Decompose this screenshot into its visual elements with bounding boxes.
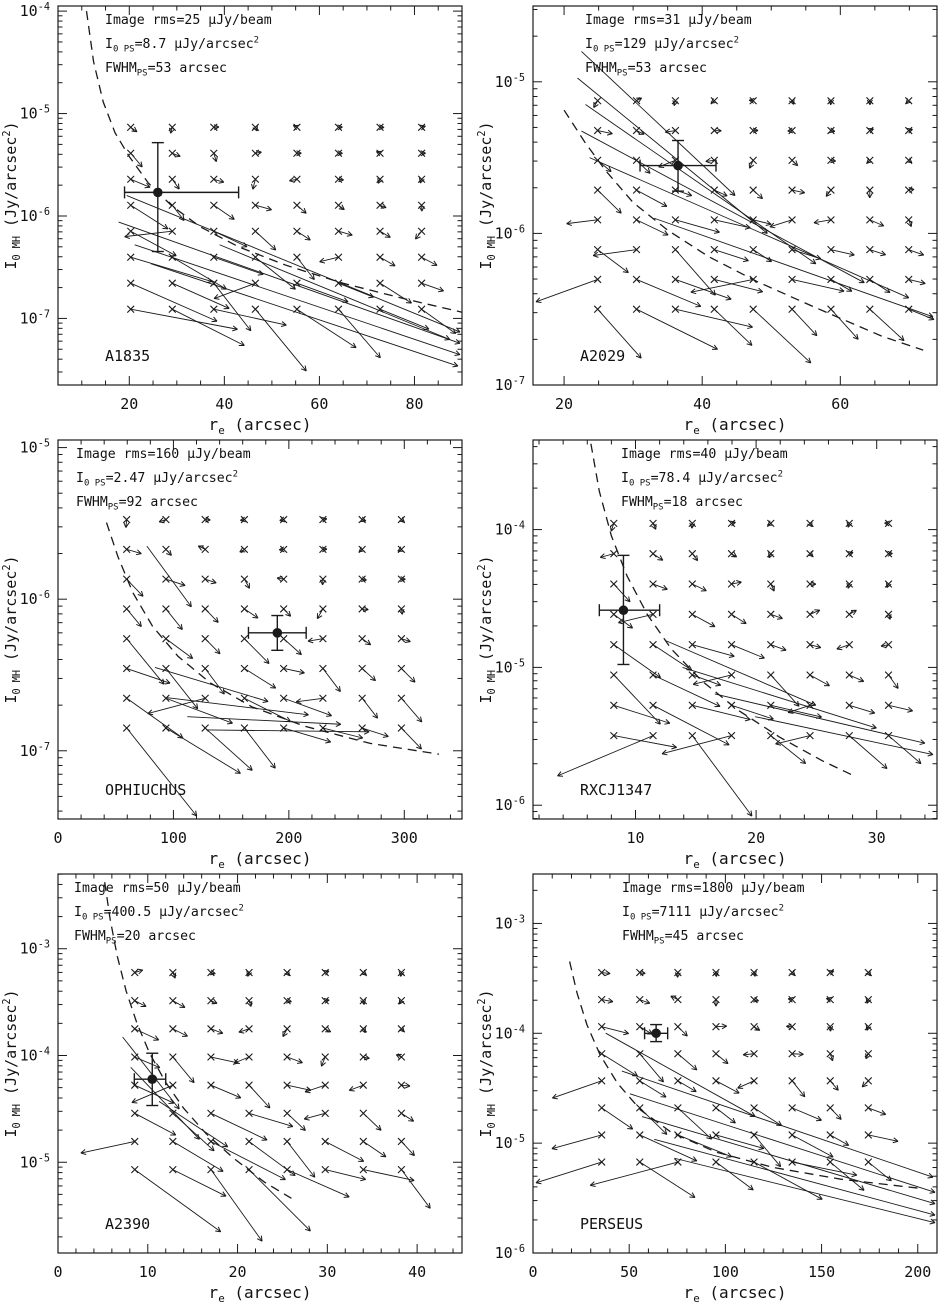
- y-axis: [477, 9, 937, 394]
- svg-text:30: 30: [318, 1263, 337, 1281]
- svg-text:10-5​: $10^{-5}$: [494, 72, 525, 91]
- svg-text:re​ (arcsec): $r_e$ (arcsec): [208, 1283, 312, 1302]
- svg-text:re​ (arcsec): $r_e$ (arcsec): [208, 415, 312, 434]
- svg-text:FWHMPS​=92 arcsec: $FWHM_{PS}=92$ arcsec: [76, 495, 198, 513]
- svg-text:10-5​: $10^{-5}$: [19, 104, 50, 123]
- vector-grid: [536, 969, 898, 1199]
- svg-text:20: 20: [120, 395, 139, 413]
- svg-text:A2390: A2390: [105, 1215, 151, 1233]
- svg-text:10-5​: $10^{-5}$: [19, 1153, 50, 1172]
- svg-text:200: 200: [904, 1263, 932, 1281]
- svg-text:300: 300: [390, 829, 418, 847]
- svg-text:Image rms=50 μJy/beam: Image rms=50 μJy/beam: [74, 881, 241, 896]
- annotation-block: [76, 447, 251, 512]
- svg-text:FWHMPS​=53 arcsec: $FWHM_{PS}=53$ arcsec: [585, 61, 707, 79]
- svg-text:60: 60: [831, 395, 850, 413]
- svg-text:20: 20: [555, 395, 574, 413]
- vector-grid: [123, 516, 422, 816]
- svg-text:I0 PS​=400.5 μJy/arcsec2​: $I_{0 PS}=400.5$ μJy/arcsec$^2$: [74, 903, 244, 923]
- svg-text:10-5​: $10^{-5}$: [19, 438, 50, 457]
- svg-text:I0 PS​=78.4 μJy/arcsec2​: $I_{0 PS}=78.4$ μJy/arcsec$^2$: [621, 469, 784, 489]
- svg-text:10-3​: $10^{-3}$: [494, 914, 525, 933]
- svg-text:0: 0: [528, 1263, 538, 1281]
- svg-text:I0 MH​ (Jy/arcsec2​): $I_{0 MH}$ (Jy/arcsec$^2$): [477, 121, 498, 270]
- svg-text:10: 10: [626, 829, 645, 847]
- cluster-label: [105, 347, 150, 365]
- svg-text:Image rms=40 μJy/beam: Image rms=40 μJy/beam: [621, 447, 788, 462]
- svg-text:I0 MH​ (Jy/arcsec2​): $I_{0 MH}$ (Jy/arcsec$^2$): [2, 989, 23, 1138]
- annotation-block: [74, 881, 244, 946]
- best-fit-point: [640, 141, 716, 192]
- svg-text:0: 0: [53, 1263, 63, 1281]
- svg-text:10-7​: $10^{-7}$: [494, 376, 525, 394]
- svg-text:10-3​: $10^{-3}$: [19, 939, 50, 958]
- panel-ophiuchus: [0, 434, 475, 868]
- detection-limit-curve: [591, 444, 853, 776]
- svg-text:re​ (arcsec): $r_e$ (arcsec): [683, 849, 787, 868]
- svg-text:30: 30: [867, 829, 886, 847]
- svg-text:Image rms=25 μJy/beam: Image rms=25 μJy/beam: [105, 13, 272, 28]
- svg-text:10-5​: $10^{-5}$: [494, 658, 525, 677]
- svg-text:I0 MH​ (Jy/arcsec2​): $I_{0 MH}$ (Jy/arcsec$^2$): [477, 989, 498, 1138]
- svg-text:20: 20: [228, 1263, 247, 1281]
- best-fit-point: [645, 1025, 668, 1042]
- svg-text:FWHMPS​=53 arcsec: $FWHM_{PS}=53$ arcsec: [105, 61, 227, 79]
- svg-text:re​ (arcsec): $r_e$ (arcsec): [208, 849, 312, 868]
- annotation-block: [105, 13, 272, 78]
- svg-text:10-6​: $10^{-6}$: [494, 224, 525, 243]
- svg-text:I0 MH​ (Jy/arcsec2​): $I_{0 MH}$ (Jy/arcsec$^2$): [477, 555, 498, 704]
- svg-text:I0 PS​=7111 μJy/arcsec2​: $I_{0 PS}=7111$ μJy/arcsec$^2$: [622, 903, 785, 923]
- best-fit-point: [248, 616, 306, 651]
- svg-text:10-7​: $10^{-7}$: [19, 309, 50, 328]
- svg-text:150: 150: [808, 1263, 836, 1281]
- vector-grid: [536, 97, 934, 363]
- svg-text:Image rms=160 μJy/beam: Image rms=160 μJy/beam: [76, 447, 251, 462]
- svg-text:10-6​: $10^{-6}$: [19, 206, 50, 225]
- svg-text:10-4​: $10^{-4}$: [19, 1046, 50, 1065]
- svg-text:10-4​: $10^{-4}$: [19, 2, 50, 21]
- svg-text:0: 0: [53, 829, 63, 847]
- svg-text:10-4​: $10^{-4}$: [494, 520, 525, 539]
- svg-text:A2029: A2029: [580, 347, 626, 365]
- svg-text:10-5​: $10^{-5}$: [494, 1134, 525, 1153]
- svg-text:10-6​: $10^{-6}$: [19, 590, 50, 609]
- cluster-label: [105, 1215, 150, 1233]
- svg-text:Image rms=1800 μJy/beam: Image rms=1800 μJy/beam: [622, 881, 805, 896]
- annotation-block: [622, 881, 805, 946]
- svg-text:40: 40: [215, 395, 234, 413]
- svg-text:10-7​: $10^{-7}$: [19, 741, 50, 760]
- svg-text:Image rms=31 μJy/beam: Image rms=31 μJy/beam: [585, 13, 752, 28]
- svg-text:40: 40: [693, 395, 712, 413]
- svg-text:10: 10: [138, 1263, 157, 1281]
- cluster-label: [580, 1215, 643, 1233]
- vector-grid: [558, 520, 921, 816]
- svg-text:60: 60: [310, 395, 329, 413]
- annotation-block: [621, 447, 788, 512]
- svg-text:50: 50: [620, 1263, 639, 1281]
- svg-text:A1835: A1835: [105, 347, 151, 365]
- svg-text:I0 MH​ (Jy/arcsec2​): $I_{0 MH}$ (Jy/arcsec$^2$): [2, 121, 23, 270]
- annotation-block: [585, 13, 752, 78]
- panel-perseus: [475, 868, 950, 1302]
- svg-text:FWHMPS​=18 arcsec: $FWHM_{PS}=18$ arcsec: [621, 495, 743, 513]
- svg-text:OPHIUCHUS: OPHIUCHUS: [105, 781, 187, 799]
- track-lines: [123, 1037, 228, 1147]
- svg-text:I0 MH​ (Jy/arcsec2​): $I_{0 MH}$ (Jy/arcsec$^2$): [2, 555, 23, 704]
- svg-text:I0 PS​=129 μJy/arcsec2​: $I_{0 PS}=129$ μJy/arcsec$^2$: [585, 35, 740, 55]
- best-fit-point: [599, 555, 659, 664]
- svg-text:100: 100: [159, 829, 187, 847]
- svg-text:200: 200: [275, 829, 303, 847]
- svg-text:re​ (arcsec): $r_e$ (arcsec): [683, 1283, 787, 1302]
- svg-text:10-4​: $10^{-4}$: [494, 1024, 525, 1043]
- panel-a2029: [475, 0, 950, 434]
- svg-text:I0 PS​=8.7 μJy/arcsec2​: $I_{0 PS}=8.7$ μJy/arcsec$^2$: [105, 35, 260, 55]
- svg-text:RXCJ1347: RXCJ1347: [580, 781, 653, 799]
- panel-a1835: [0, 0, 475, 434]
- vector-grid: [125, 124, 456, 371]
- track-lines: [666, 641, 933, 756]
- svg-text:20: 20: [747, 829, 766, 847]
- vector-grid: [81, 969, 430, 1241]
- svg-text:10-6​: $10^{-6}$: [494, 1244, 525, 1262]
- y-axis: [2, 874, 462, 1237]
- cluster-label: [580, 347, 625, 365]
- svg-text:FWHMPS​=20 arcsec: $FWHM_{PS}=20$ arcsec: [74, 929, 196, 947]
- svg-text:FWHMPS​=45 arcsec: $FWHM_{PS}=45$ arcsec: [622, 929, 744, 947]
- panel-rxcj1347: [475, 434, 950, 868]
- svg-text:re​ (arcsec): $r_e$ (arcsec): [683, 415, 787, 434]
- svg-text:40: 40: [408, 1263, 427, 1281]
- svg-text:I0 PS​=2.47 μJy/arcsec2​: $I_{0 PS}=2.47$ μJy/arcsec$^2$: [76, 469, 239, 489]
- svg-text:80: 80: [405, 395, 424, 413]
- cluster-label: [105, 781, 186, 799]
- svg-text:PERSEUS: PERSEUS: [580, 1215, 644, 1233]
- panel-a2390: [0, 868, 475, 1302]
- y-axis: [2, 439, 462, 812]
- detection-limit-curve: [564, 110, 923, 350]
- track-lines: [147, 546, 369, 734]
- svg-text:100: 100: [711, 1263, 739, 1281]
- svg-text:10-6​: $10^{-6}$: [494, 796, 525, 815]
- track-lines: [606, 1033, 935, 1224]
- cluster-label: [580, 781, 652, 799]
